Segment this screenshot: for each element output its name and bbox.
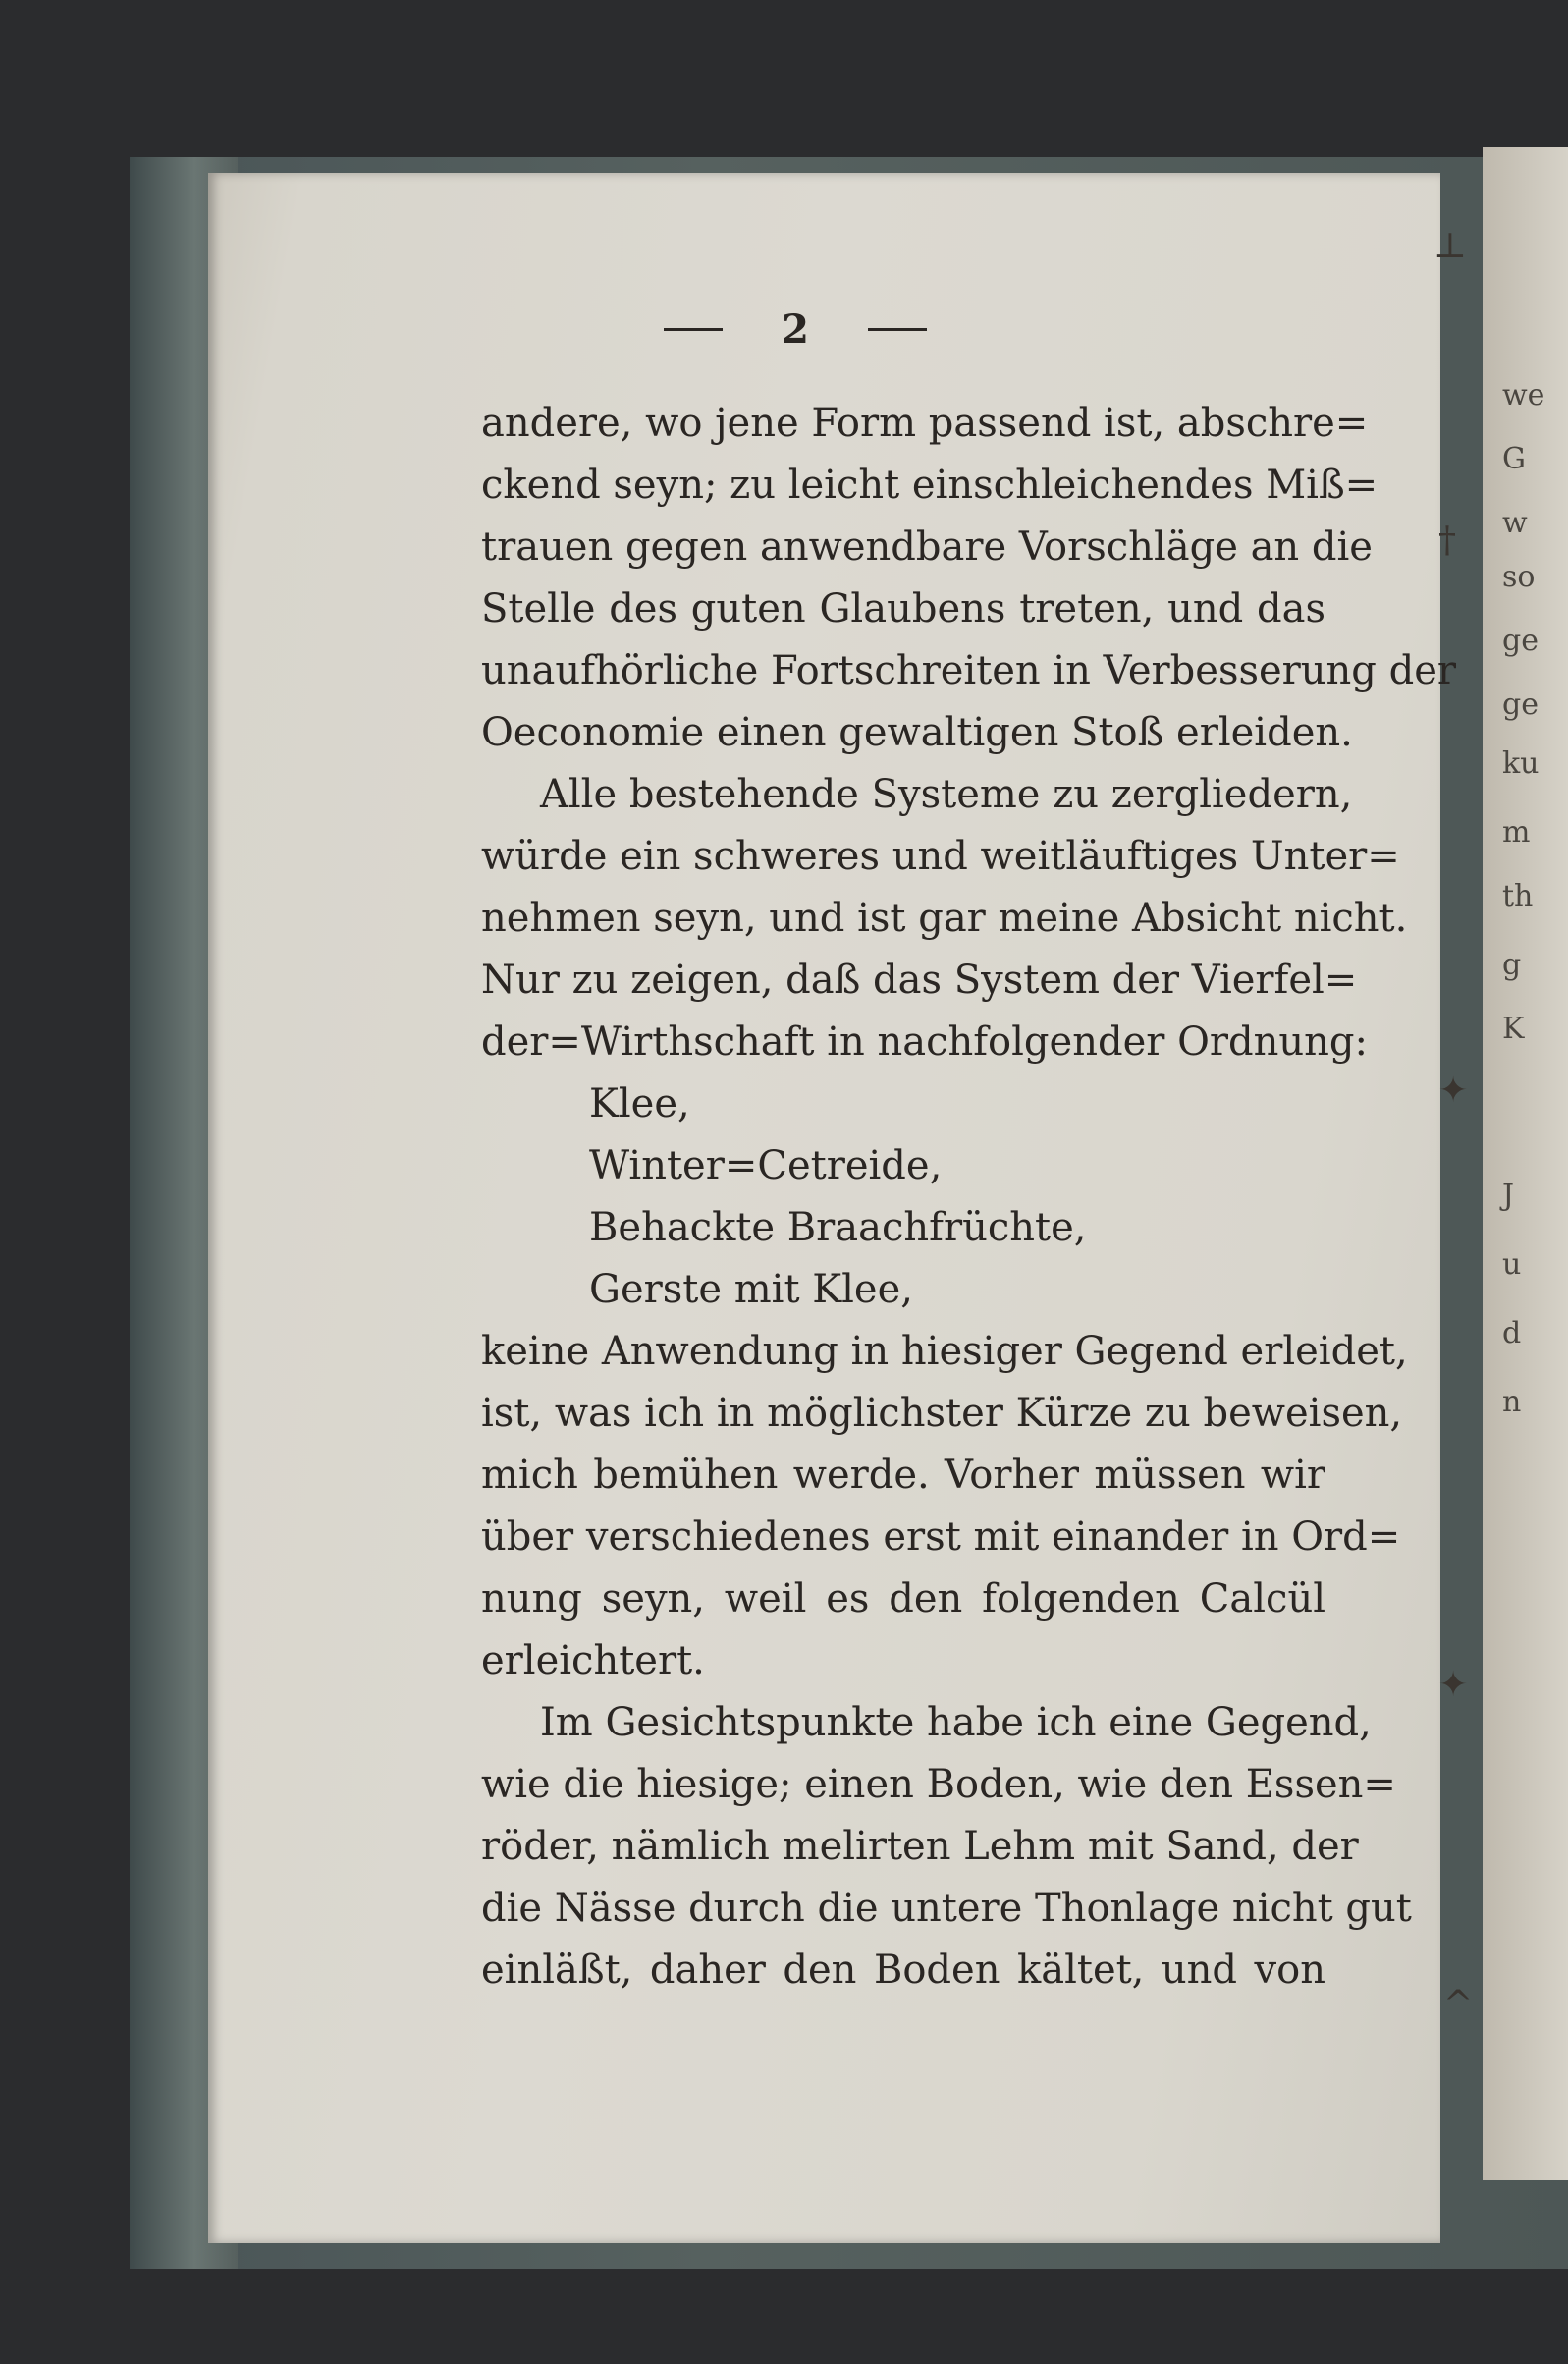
list-item: Klee,: [589, 1081, 690, 1127]
text-line: Stelle des guten Glaubens treten, und das: [481, 586, 1325, 632]
margin-mark: ✦: [1438, 1071, 1469, 1111]
text-line: unaufhörliche Fortschreiten in Verbesserung der: [481, 648, 1457, 693]
header-rule-left: [664, 328, 723, 331]
next-page-fragment: so: [1502, 560, 1536, 594]
next-page-fragment: g: [1502, 948, 1522, 982]
next-page-fragment: we: [1502, 378, 1545, 412]
text-line: andere, wo jene Form passend ist, abschre=: [481, 401, 1369, 446]
text-line: nehmen seyn, und ist gar meine Absicht nicht.: [481, 896, 1408, 941]
next-page-fragment: G: [1502, 442, 1526, 476]
next-page-fragment: ge: [1502, 624, 1539, 658]
body-text: [481, 393, 1457, 2002]
next-page-fragment: u: [1502, 1247, 1522, 1282]
text-line: Im Gesichtspunkte habe ich eine Gegend,: [540, 1700, 1372, 1745]
text-line: röder, nämlich melirten Lehm mit Sand, der: [481, 1824, 1359, 1869]
next-page-fragment: n: [1502, 1385, 1522, 1419]
text-line: würde ein schweres und weitläuftiges Unter=: [481, 834, 1400, 879]
text-line: Nur zu zeigen, daß das System der Vierfel=: [481, 958, 1358, 1003]
next-page-fragment: m: [1502, 815, 1531, 850]
text-line: ckend seyn; zu leicht einschleichendes Miß=: [481, 463, 1379, 508]
list-item: Winter=Cetreide,: [589, 1143, 943, 1188]
margin-mark: ✦: [1438, 1665, 1469, 1705]
next-page-edge: [1483, 147, 1568, 2180]
text-line: Alle bestehende Systeme zu zergliedern,: [540, 772, 1353, 817]
next-page-fragment: ge: [1502, 687, 1539, 722]
margin-mark: ⊥: [1433, 226, 1467, 266]
next-page-fragment: w: [1502, 506, 1528, 540]
text-line: nung seyn, weil es den folgenden Calcül: [481, 1576, 1325, 1622]
list-item: Behackte Braachfrüchte,: [589, 1205, 1087, 1250]
text-line: keine Anwendung in hiesiger Gegend erleidet,: [481, 1329, 1408, 1374]
next-page-fragment: ku: [1502, 746, 1540, 781]
next-page-fragment: th: [1502, 879, 1534, 913]
text-line: trauen gegen anwendbare Vorschläge an die: [481, 524, 1373, 570]
text-line: die Nässe durch die untere Thonlage nicht gut: [481, 1886, 1412, 1931]
margin-mark: ^: [1443, 1984, 1474, 2024]
next-page-fragment: d: [1502, 1316, 1522, 1350]
page-header: [520, 300, 1070, 358]
text-line: mich bemühen werde. Vorher müssen wir: [481, 1453, 1325, 1498]
next-page-fragment: K: [1502, 1012, 1525, 1046]
page-number: 2: [782, 305, 809, 353]
text-line: wie die hiesige; einen Boden, wie den Essen=: [481, 1762, 1396, 1807]
text-line: erleichtert.: [481, 1638, 705, 1683]
margin-mark: †: [1438, 521, 1456, 561]
next-page-fragment: J: [1502, 1179, 1515, 1213]
text-line: einläßt, daher den Boden kältet, und von: [481, 1948, 1325, 1993]
text-line: ist, was ich in möglichster Kürze zu beweisen,: [481, 1391, 1403, 1436]
list-item: Gerste mit Klee,: [589, 1267, 913, 1312]
text-line: der=Wirthschaft in nachfolgender Ordnung:: [481, 1019, 1368, 1065]
text-line: über verschiedenes erst mit einander in Ord=: [481, 1514, 1401, 1560]
text-line: Oeconomie einen gewaltigen Stoß erleiden.: [481, 710, 1353, 755]
header-rule-right: [868, 328, 927, 331]
